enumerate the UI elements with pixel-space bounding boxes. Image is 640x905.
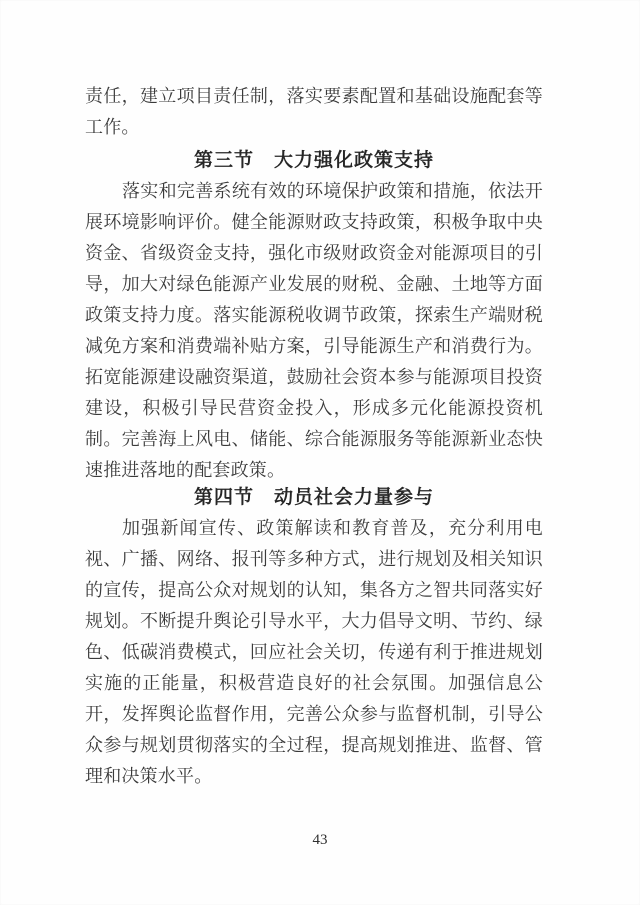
text-line: 的宣传，提高公众对规划的认知，集各方之智共同落实好 bbox=[85, 580, 543, 600]
text-line: 加强新闻宣传、政策解读和教育普及，充分利用电 bbox=[122, 518, 543, 538]
text-line: 速推进落地的配套政策。 bbox=[85, 460, 286, 480]
page-number: 43 bbox=[312, 832, 328, 848]
text-line: 色、低碳消费模式，回应社会关切，传递有利于推进规划 bbox=[85, 642, 543, 662]
text-line: 落实和完善系统有效的环境保护政策和措施，依法开 bbox=[122, 181, 543, 201]
text-column bbox=[85, 81, 543, 792]
text-line: 理和决策水平。 bbox=[85, 766, 213, 786]
paragraph-continuation bbox=[85, 81, 543, 143]
text-line: 规划。不断提升舆论引导水平，大力倡导文明、节约、绿 bbox=[85, 611, 543, 631]
text-line: 导，加大对绿色能源产业发展的财税、金融、土地等方面 bbox=[85, 274, 543, 294]
section3-heading: 第三节 大力强化政策支持 bbox=[193, 150, 434, 171]
text-line: 工作。 bbox=[85, 117, 140, 137]
section4-heading: 第四节 动员社会力量参与 bbox=[193, 487, 434, 508]
text-line: 视、广播、网络、报刊等多种方式，进行规划及相关知识 bbox=[85, 549, 543, 569]
text-line: 实施的正能量，积极营造良好的社会氛围。加强信息公 bbox=[85, 673, 543, 693]
text-line: 拓宽能源建设融资渠道，鼓励社会资本参与能源项目投资 bbox=[85, 367, 543, 387]
text-line: 开，发挥舆论监督作用，完善公众参与监督机制，引导公 bbox=[85, 704, 543, 724]
section4-paragraph bbox=[85, 513, 543, 792]
text-line: 资金、省级资金支持，强化市级财政资金对能源项目的引 bbox=[85, 243, 543, 263]
text-line: 建设，积极引导民营资金投入，形成多元化能源投资机 bbox=[85, 398, 543, 418]
section3-paragraph bbox=[85, 176, 543, 486]
text-line: 责任，建立项目责任制，落实要素配置和基础设施配套等 bbox=[85, 86, 543, 106]
text-line: 政策支持力度。落实能源税收调节政策，探索生产端财税 bbox=[85, 305, 543, 325]
text-line: 众参与规划贯彻落实的全过程，提高规划推进、监督、管 bbox=[85, 735, 543, 755]
text-line: 展环境影响评价。健全能源财政支持政策，积极争取中央 bbox=[85, 212, 543, 232]
text-line: 减免方案和消费端补贴方案，引导能源生产和消费行为。 bbox=[85, 336, 543, 356]
text-line: 制。完善海上风电、储能、综合能源服务等能源新业态快 bbox=[85, 429, 543, 449]
